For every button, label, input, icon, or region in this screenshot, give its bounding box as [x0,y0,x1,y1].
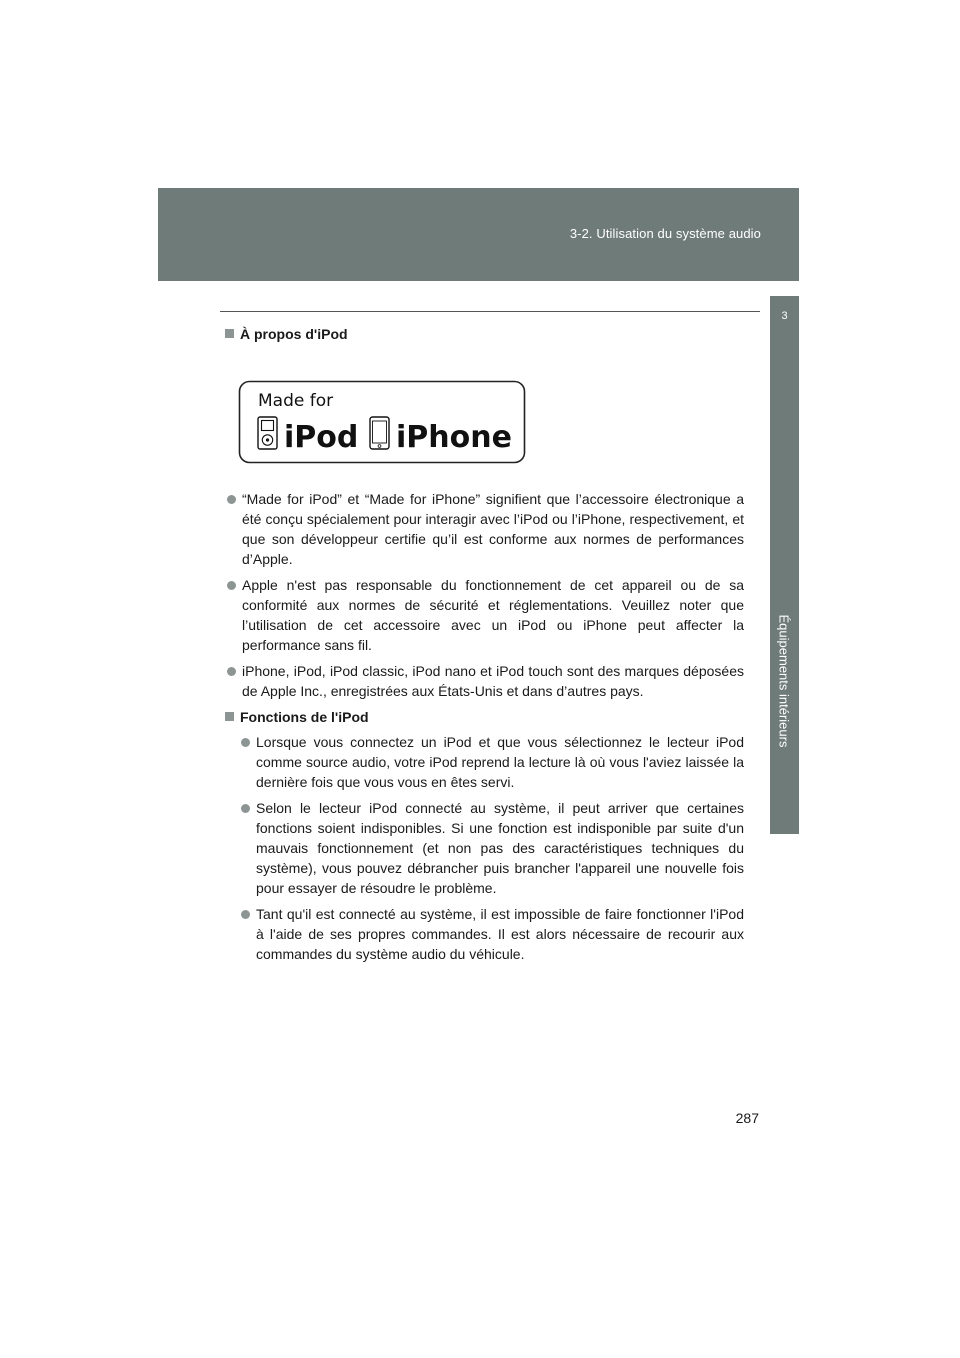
round-bullet-icon [241,738,250,747]
section-heading-text: À propos d'iPod [240,326,348,342]
list-item: iPhone, iPod, iPod classic, iPod nano et iPod touch sont des marques déposées de Apple Inc., enregistrées aux États-Unis et dans d’autres pays. [224,661,744,701]
round-bullet-icon [227,495,236,504]
list-item: Tant qu'il est connecté au système, il est impossible de faire fonctionner l'iPod à l'aide de ses propres commandes. Il est alors nécessaire de recourir aux commandes du système audio du véhicule. [238,904,744,964]
made-for-ipod-iphone-logo [238,380,526,464]
chapter-label: Équipements intérieurs [776,614,792,748]
square-bullet-icon [225,712,234,721]
round-bullet-icon [241,804,250,813]
chapter-side-tab [770,296,799,834]
list-item: Apple n'est pas responsable du fonctionnement de cet appareil ou de sa conformité aux normes de sécurité et réglementations. Veuillez noter que l’utilisation de cet accessoire avec un iPod ou iPhone peut affecter la performance sans fil. [224,575,744,655]
list-item: Selon le lecteur iPod connecté au système, il peut arriver que certaines fonctions soient indisponibles. Si une fonction est indisponible par suite d'un mauvais fonctionnement (et non pas des caractéristiques techniques du système), vous pouvez débrancher puis brancher l'appareil une nouvelle fois pour essayer de résoudre le problème. [238,798,744,898]
logo-made-for-text: Made for [258,391,334,411]
header-band [158,188,799,281]
section-heading-text: Fonctions de l'iPod [240,709,369,725]
round-bullet-icon [227,581,236,590]
chapter-number: 3 [781,310,788,322]
list-item: “Made for iPod” et “Made for iPhone” signifient que l’accessoire électronique a été conçu spécialement pour interagir avec l’iPod ou l’iPhone, respectivement, et que son développeur certifie qu’il est conforme aux normes de performances d’Apple. [224,489,744,569]
section-heading-ipod-functions [224,707,744,727]
logo-ipod-text: iPod [284,420,359,455]
round-bullet-icon [241,910,250,919]
square-bullet-icon [225,329,234,338]
page-number: 287 [735,1110,759,1126]
page-content [224,324,744,970]
header-rule [220,311,760,312]
ipod-functions-list [224,732,744,964]
round-bullet-icon [227,667,236,676]
about-ipod-list [224,489,744,701]
logo-iphone-text: iPhone [396,420,512,455]
list-item: Lorsque vous connectez un iPod et que vous sélectionnez le lecteur iPod comme source audio, votre iPod reprend la lecture là où vous l'aviez laissée la dernière fois que vous vous en êtes servi. [238,732,744,792]
section-title: 3-2. Utilisation du système audio [569,226,761,241]
section-heading-about-ipod [224,324,744,344]
